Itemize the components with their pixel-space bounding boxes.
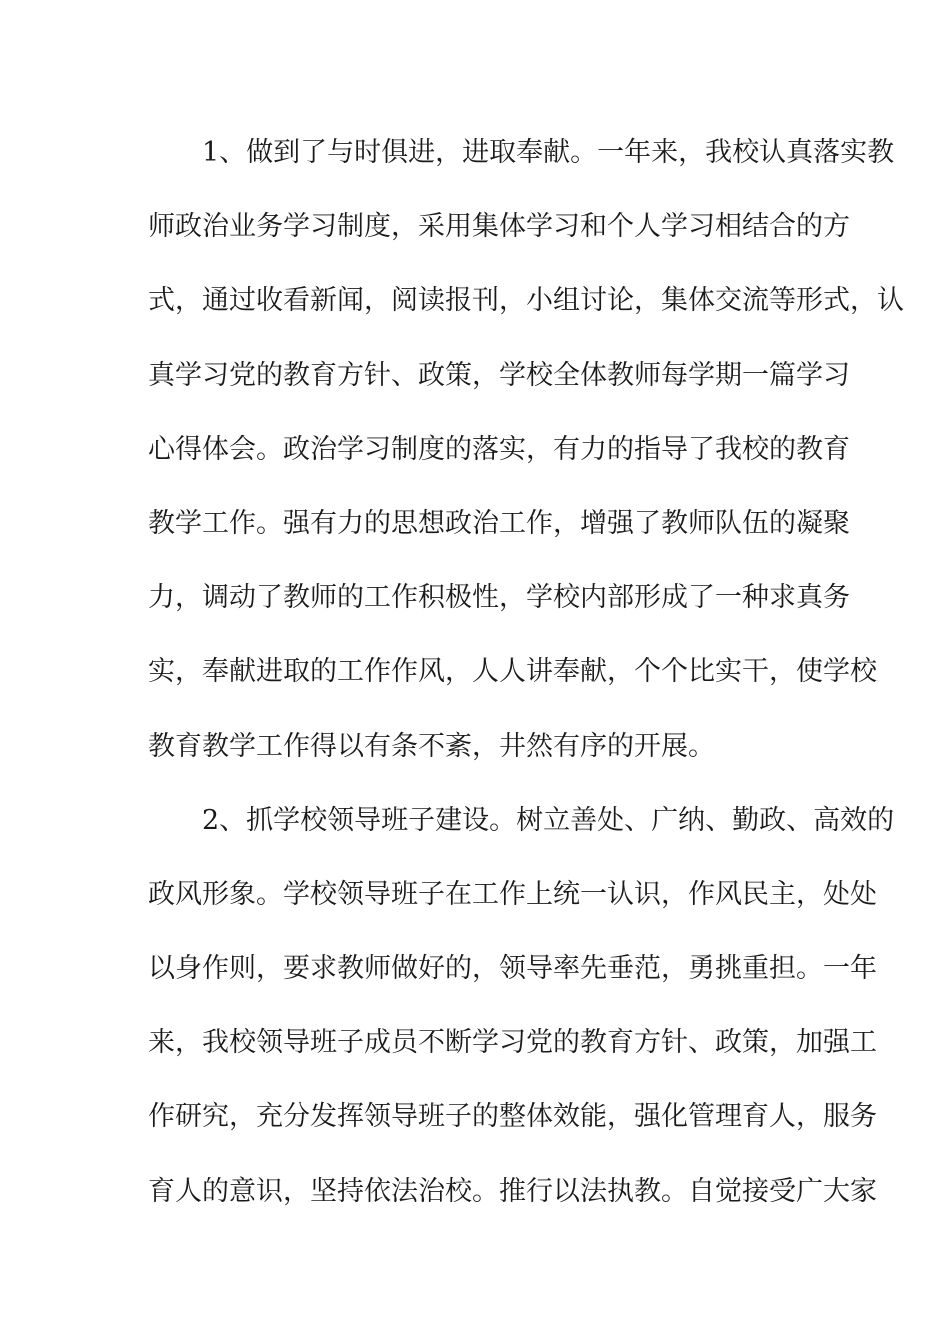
paragraph-line: 真学习党的教育方针、政策，学校全体教师每学期一篇学习 — [148, 359, 850, 391]
paragraph-line: 教学工作。强有力的思想政治工作，增强了教师队伍的凝聚 — [148, 507, 850, 539]
document-body — [148, 128, 904, 1241]
paragraph-line: 实，奉献进取的工作作风，人人讲奉献，个个比实干，使学校 — [148, 656, 877, 688]
paragraph-line: 师政治业务学习制度，采用集体学习和个人学习相结合的方 — [148, 211, 850, 243]
paragraph-line: 力，调动了教师的工作积极性，学校内部形成了一种求真务 — [148, 582, 850, 614]
paragraph-line: 政风形象。学校领导班子在工作上统一认识，作风民主，处处 — [148, 878, 877, 910]
paragraph-line: 以身作则，要求教师做好的，领导率先垂范，勇挑重担。一年 — [148, 953, 877, 985]
paragraph-line: 1、做到了与时俱进，进取奉献。一年来，我校认真落实教 — [202, 137, 895, 168]
paragraph-line: 式，通过收看新闻，阅读报刊，小组讨论，集体交流等形式，认 — [148, 285, 904, 317]
paragraph-line: 育人的意识，坚持依法治校。推行以法执教。自觉接受广大家 — [148, 1175, 877, 1207]
paragraph-2 — [148, 796, 895, 1241]
paragraph-line: 来，我校领导班子成员不断学习党的教育方针、政策，加强工 — [148, 1027, 877, 1059]
paragraph-line: 心得体会。政治学习制度的落实，有力的指导了我校的教育 — [148, 433, 850, 465]
paragraph-1 — [148, 128, 904, 796]
paragraph-line: 作研究，充分发挥领导班子的整体效能，强化管理育人，服务 — [148, 1101, 877, 1133]
paragraph-line: 教育教学工作得以有条不紊，井然有序的开展。 — [148, 730, 715, 762]
paragraph-line: 2、抓学校领导班子建设。树立善处、广纳、勤政、高效的 — [202, 804, 895, 836]
